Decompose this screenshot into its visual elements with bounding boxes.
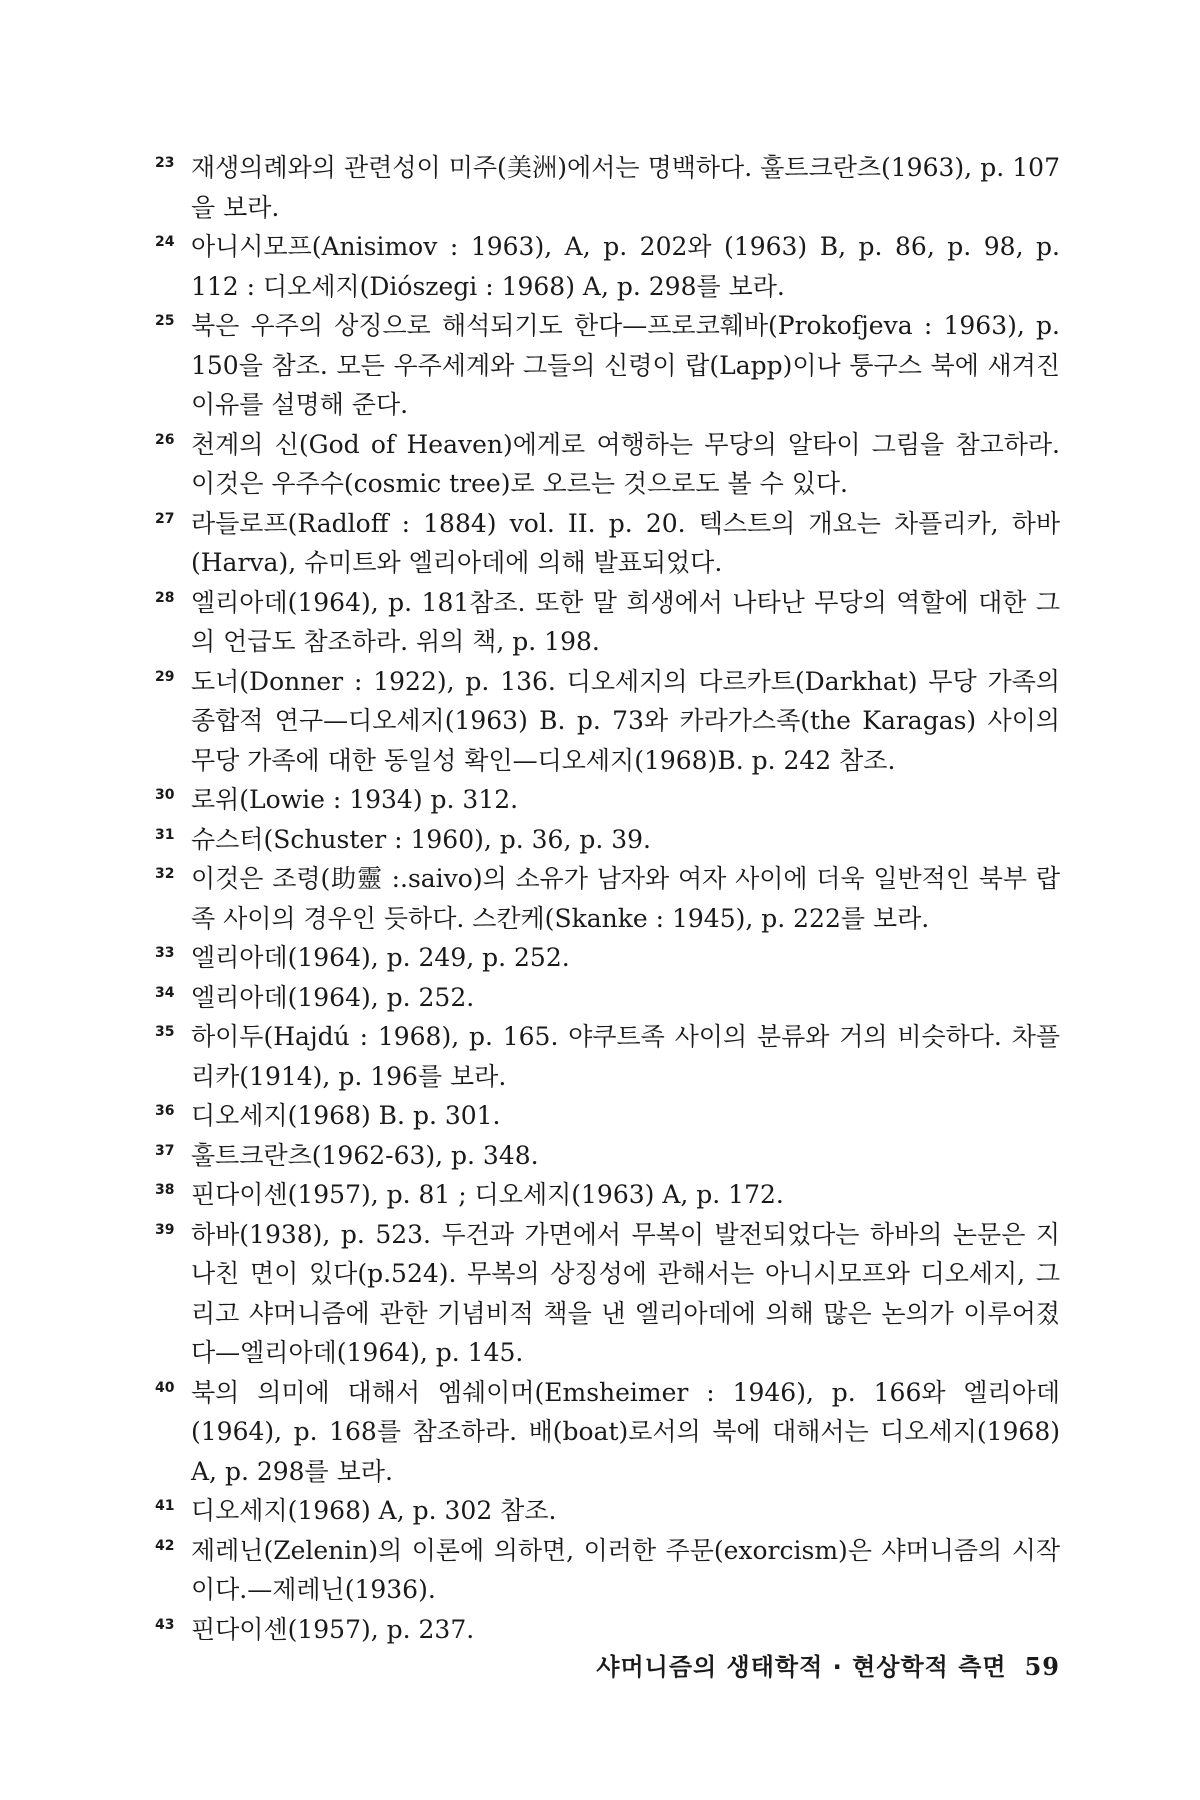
- endnote-number: 26: [155, 431, 175, 448]
- endnote-item: [155, 820, 1060, 860]
- endnote-text: 엘리아데(1964), p. 249, p. 252.: [191, 943, 570, 972]
- endnote-text: 라들로프(Radloff : 1884) vol. II. p. 20. 텍스트의 개요는 차플리카, 하바(Harva), 슈미트와 엘리아데에 의해 발표되었다.: [191, 508, 1060, 577]
- endnote-item: [155, 1017, 1060, 1096]
- endnote-text: 제레닌(Zelenin)의 이론에 의하면, 이러한 주문(exorcism)은 샤머니즘의 시작이다.—제레닌(1936).: [191, 1535, 1060, 1604]
- endnote-item: [155, 662, 1060, 781]
- endnote-item: [155, 1136, 1060, 1176]
- endnote-number: 25: [155, 313, 175, 329]
- endnote-item: [155, 1610, 1060, 1650]
- page-number: 59: [1024, 1652, 1060, 1681]
- endnote-item: [155, 859, 1060, 938]
- endnote-item: [155, 583, 1060, 662]
- endnote-number: 30: [155, 787, 175, 803]
- endnote-number: 37: [155, 1142, 175, 1159]
- endnote-item: [155, 1373, 1060, 1492]
- endnote-text: 훌트크란츠(1962-63), p. 348.: [191, 1140, 539, 1170]
- endnote-number: 38: [155, 1182, 175, 1198]
- endnote-text: 북은 우주의 상징으로 해석되기도 한다—프로코훼바(Prokofjeva : 1963), p. 150을 참조. 모든 우주세계와 그들의 신령이 랍(Lapp)이나 퉁구스 북에 새겨진 이유를 설명해 준다.: [191, 311, 1060, 419]
- endnote-text: 디오세지(1968) A, p. 302 참조.: [191, 1496, 557, 1525]
- endnote-item: [155, 1096, 1060, 1136]
- endnote-number: 35: [155, 1024, 175, 1040]
- page-footer: [596, 1647, 1060, 1682]
- running-title: 샤머니즘의 생태학적 · 현상학적 측면: [596, 1653, 1007, 1681]
- endnote-number: 43: [155, 1616, 175, 1633]
- endnote-text: 핀다이센(1957), p. 81 ; 디오세지(1963) A, p. 172.: [191, 1180, 784, 1209]
- endnote-number: 23: [155, 155, 175, 171]
- endnote-number: 34: [155, 984, 175, 1001]
- endnote-number: 28: [155, 589, 175, 606]
- endnote-text: 아니시모프(Anisimov : 1963), A, p. 202와 (1963) B, p. 86, p. 98, p. 112 : 디오세지(Diószegi : 1968) A, p. 298를 보라.: [191, 232, 1060, 301]
- endnote-text: 핀다이센(1957), p. 237.: [191, 1614, 475, 1644]
- endnote-item: [155, 978, 1060, 1018]
- endnote-text: 재생의례와의 관련성이 미주(美洲)에서는 명백하다. 훌트크란츠(1963), p. 107을 보라.: [191, 153, 1060, 222]
- endnote-text: 엘리아데(1964), p. 252.: [191, 982, 475, 1012]
- endnote-number: 31: [155, 826, 175, 843]
- endnote-text: 로위(Lowie : 1934) p. 312.: [191, 785, 519, 814]
- endnote-item: [155, 425, 1060, 504]
- endnote-item: [155, 306, 1060, 425]
- endnote-number: 27: [155, 510, 175, 527]
- endnote-number: 33: [155, 945, 175, 961]
- endnote-item: [155, 1215, 1060, 1373]
- endnote-text: 디오세지(1968) B. p. 301.: [191, 1101, 501, 1130]
- endnote-number: 41: [155, 1498, 175, 1514]
- endnote-number: 40: [155, 1379, 175, 1396]
- endnote-number: 36: [155, 1103, 175, 1119]
- endnote-item: [155, 504, 1060, 583]
- endnote-item: [155, 780, 1060, 820]
- endnote-item: [155, 1491, 1060, 1531]
- endnote-number: 29: [155, 668, 175, 685]
- endnote-text: 하바(1938), p. 523. 두건과 가면에서 무복이 발전되었다는 하바의 논문은 지나친 면이 있다(p.524). 무복의 상징성에 관해서는 아니시모프와 디오세지, 그리고 샤머니즘에 관한 기념비적 책을 낸 엘리아데에 의해 많은 논의가 이루어졌다—엘리아데(1964), p. 145.: [191, 1219, 1060, 1367]
- endnote-number: 24: [155, 234, 175, 250]
- endnote-text: 도너(Donner : 1922), p. 136. 디오세지의 다르카트(Darkhat) 무당 가족의 종합적 연구—디오세지(1963) B. p. 73와 카라가스족(the Karagas) 사이의 무당 가족에 대한 동일성 확인—디오세지(1968)B. p. 242 참조.: [191, 666, 1060, 775]
- endnote-text: 하이두(Hajdú : 1968), p. 165. 야쿠트족 사이의 분류와 거의 비슷하다. 차플리카(1914), p. 196를 보라.: [191, 1022, 1060, 1091]
- endnote-text: 이것은 조령(助靈 :.saivo)의 소유가 남자와 여자 사이에 더욱 일반적인 북부 랍 족 사이의 경우인 듯하다. 스칸케(Skanke : 1945), p. 222를 보라.: [191, 864, 1060, 933]
- endnote-text: 엘리아데(1964), p. 181참조. 또한 말 희생에서 나타난 무당의 역할에 대한 그의 언급도 참조하라. 위의 책, p. 198.: [191, 587, 1060, 656]
- endnote-text: 슈스터(Schuster : 1960), p. 36, p. 39.: [191, 824, 651, 854]
- endnote-number: 42: [155, 1537, 175, 1554]
- endnote-item: [155, 227, 1060, 306]
- endnote-text: 천계의 신(God of Heaven)에게로 여행하는 무당의 알타이 그림을 참고하라. 이것은 우주수(cosmic tree)로 오르는 것으로도 볼 수 있다.: [191, 429, 1060, 498]
- endnote-number: 32: [155, 866, 175, 882]
- endnote-number: 39: [155, 1221, 175, 1238]
- endnotes-list: [155, 148, 1060, 1649]
- endnote-text: 북의 의미에 대해서 엠쉐이머(Emsheimer : 1946), p. 166와 엘리아데(1964), p. 168를 참조하라. 배(boat)로서의 북에 대해서는 디오세지(1968) A, p. 298를 보라.: [191, 1377, 1060, 1486]
- endnote-item: [155, 1175, 1060, 1215]
- endnote-item: [155, 1531, 1060, 1610]
- endnote-item: [155, 148, 1060, 227]
- endnote-item: [155, 938, 1060, 978]
